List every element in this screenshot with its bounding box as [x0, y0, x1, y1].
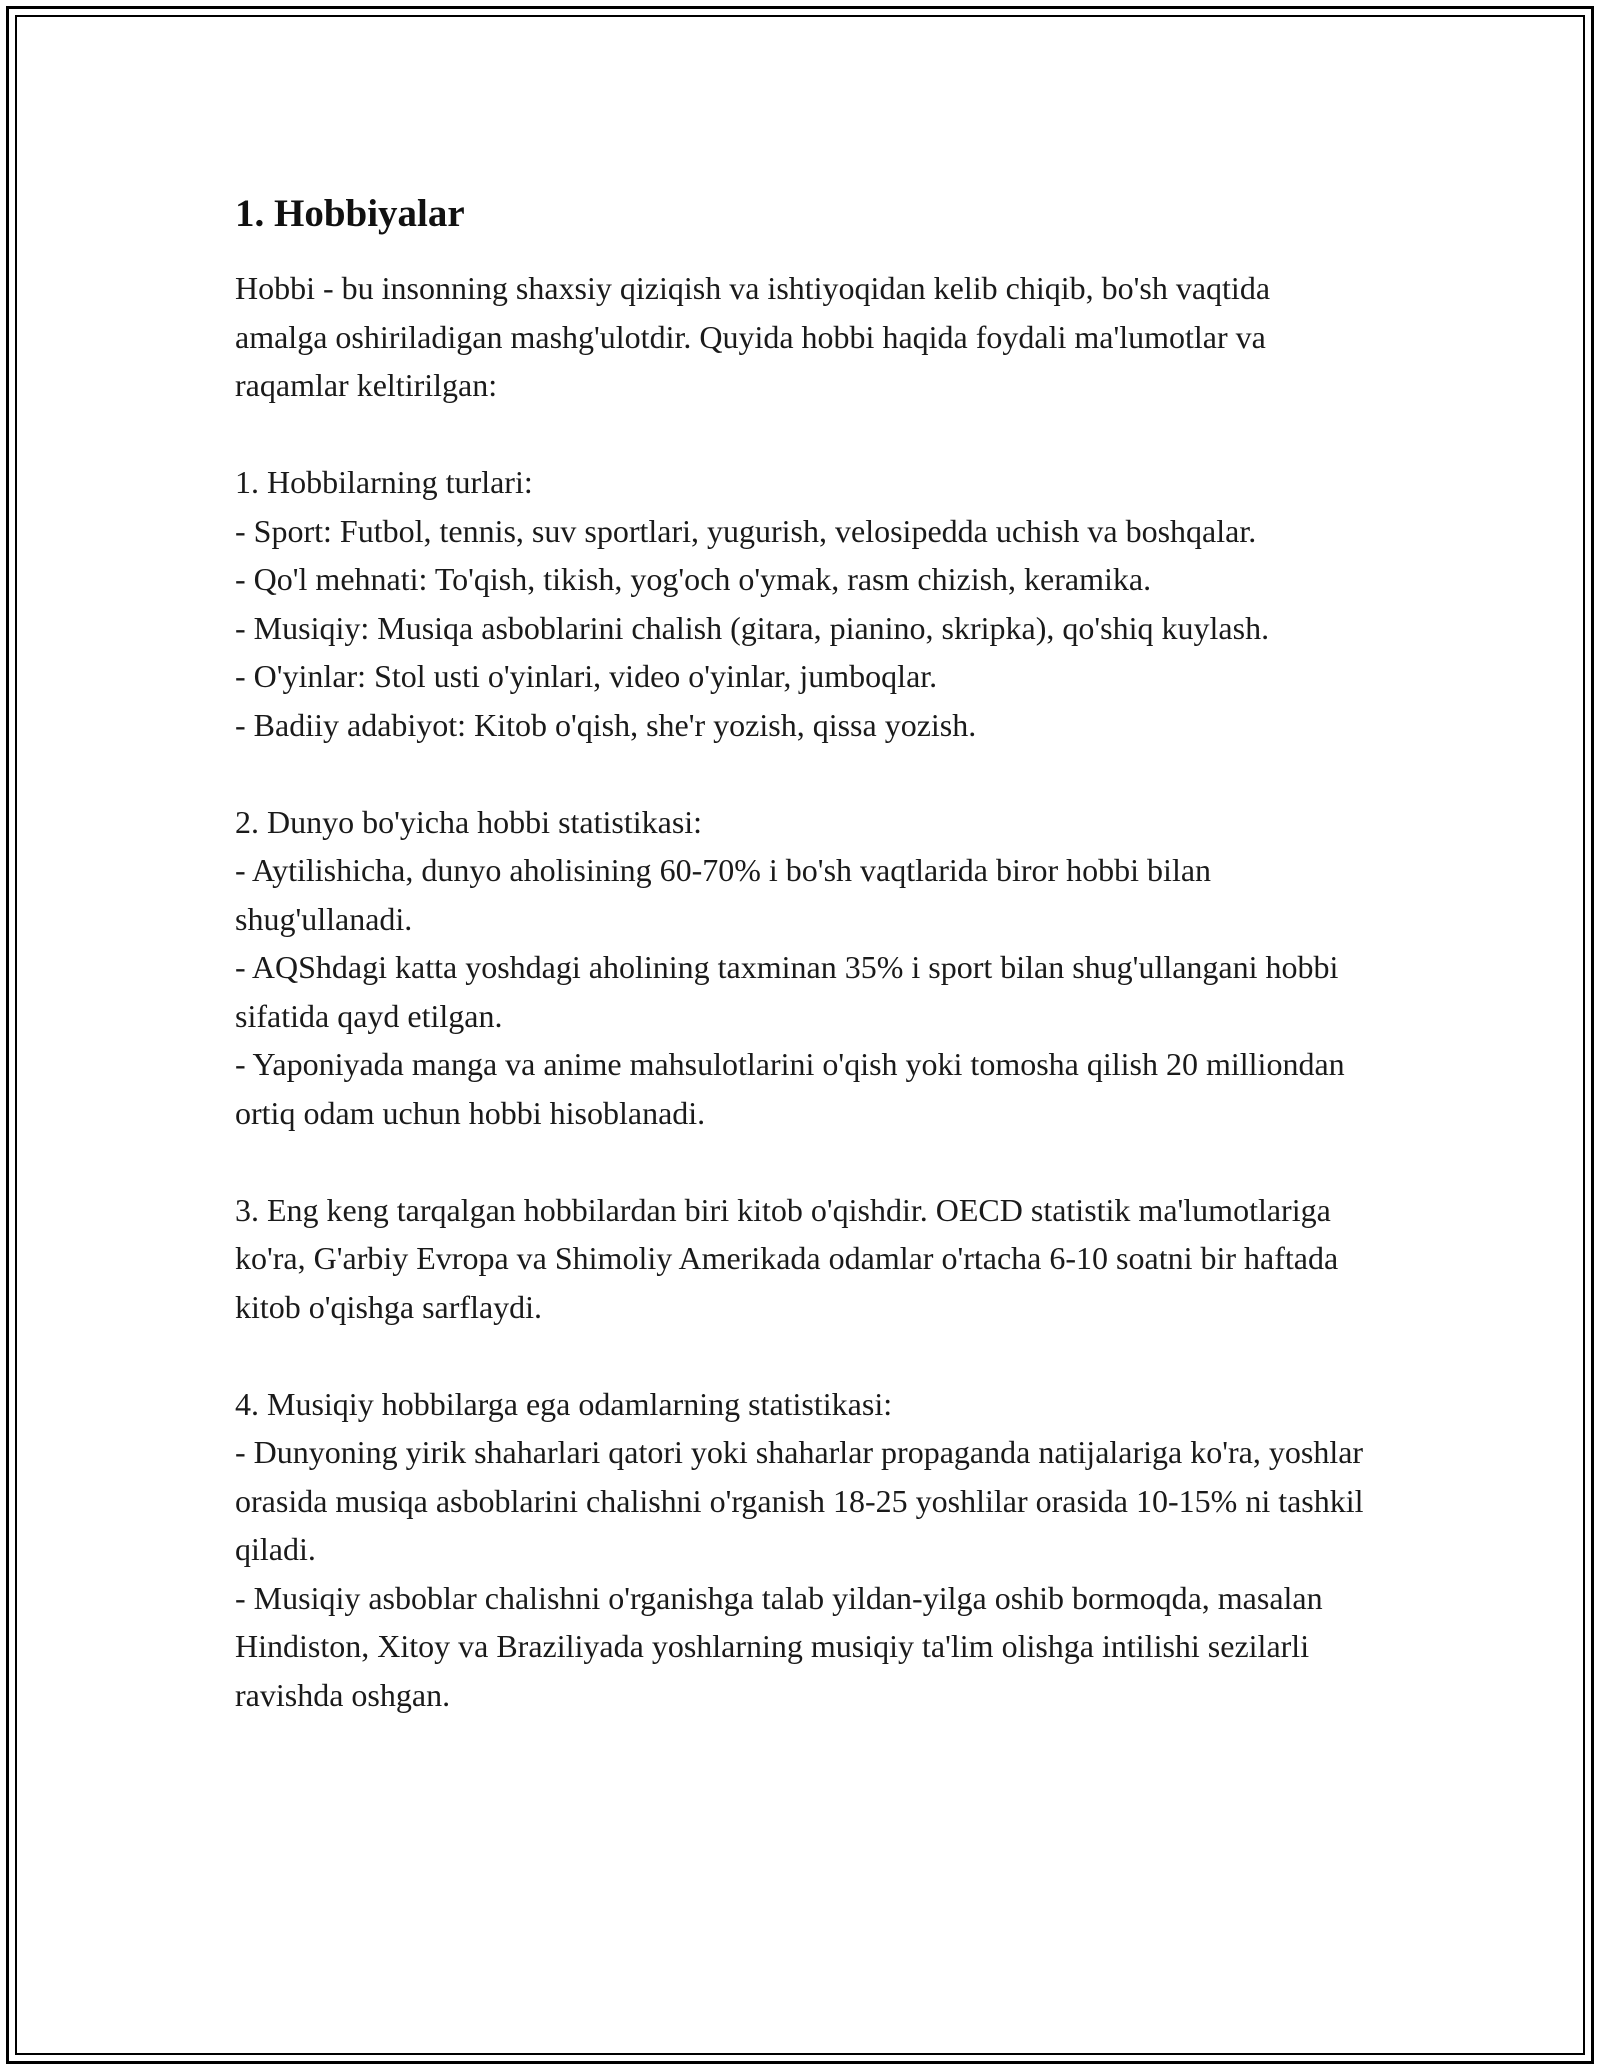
list-item: - AQShdagi katta yoshdagi aholining taxminan 35% i sport bilan shug'ullangani hobbi sifatida qayd etilgan. [235, 949, 1339, 1034]
section-title: 1. Hobbilarning turlari: [235, 464, 533, 500]
list-item: - Musiqiy asboblar chalishni o'rganishga talab yildan-yilga oshib bormoqda, masalan Hindiston, Xitoy va Braziliyada yoshlarning musiqiy ta'lim olishga intilishi sezilarli ravishda oshgan. [235, 1579, 1323, 1713]
list-item: - Yaponiyada manga va anime mahsulotlarini o'qish yoki tomosha qilish 20 milliondan ortiq odam uchun hobbi hisoblanadi. [235, 1046, 1345, 1131]
document-body [235, 188, 1365, 1719]
section-title: 3. Eng keng tarqalgan hobbilardan biri kitob o'qishdir. OECD statistik ma'lumotlariga ko'ra, G'arbiy Evropa va Shimoliy Amerikada odamlar o'rtacha 6-10 soatni bir haftada kitob o'qishga sarflaydi. [235, 1191, 1339, 1325]
list-item: - Aytilishicha, dunyo aholisining 60-70% i bo'sh vaqtlarida biror hobbi bilan shug'ullanadi. [235, 852, 1212, 937]
list-item: - Musiqiy: Musiqa asboblarini chalish (gitara, pianino, skripka), qo'shiq kuylash. [235, 609, 1270, 646]
document-heading: 1. Hobbiyalar [235, 192, 465, 235]
paragraph-gap [235, 410, 1365, 459]
list-item: - Sport: Futbol, tennis, suv sportlari, yugurish, velosipedda uchish va boshqalar. [235, 512, 1257, 549]
intro-paragraph: Hobbi - bu insonning shaxsiy qiziqish va ishtiyoqidan kelib chiqib, bo'sh vaqtida amalga oshiriladigan mashg'ulotdir. Quyida hobbi haqida foydali ma'lumotlar va raqamlar keltirilgan: [235, 270, 1271, 403]
list-item: - Dunyoning yirik shaharlari qatori yoki shaharlar propaganda natijalariga ko'ra, yoshlar orasida musiqa asboblarini chalishni o'rganish 18-25 yoshlilar orasida 10-15% ni tashkil qiladi. [235, 1434, 1364, 1567]
paragraph-gap [235, 1331, 1365, 1380]
paragraph-gap [235, 1137, 1365, 1186]
section-title: 2. Dunyo bo'yicha hobbi statistikasi: [235, 803, 703, 840]
paragraph-gap [235, 749, 1365, 798]
section-hobby-types [235, 458, 1365, 749]
section-world-statistics [235, 798, 1365, 1138]
section-reading [235, 1186, 1365, 1332]
list-item: - Badiiy adabiyot: Kitob o'qish, she'r yozish, qissa yozish. [235, 706, 977, 743]
list-item: - O'yinlar: Stol usti o'yinlari, video o'yinlar, jumboqlar. [235, 658, 938, 694]
section-title: 4. Musiqiy hobbilarga ega odamlarning statistikasi: [235, 1385, 893, 1422]
section-music-statistics [235, 1380, 1365, 1720]
list-item: - Qo'l mehnati: To'qish, tikish, yog'och o'ymak, rasm chizish, keramika. [235, 561, 1152, 597]
